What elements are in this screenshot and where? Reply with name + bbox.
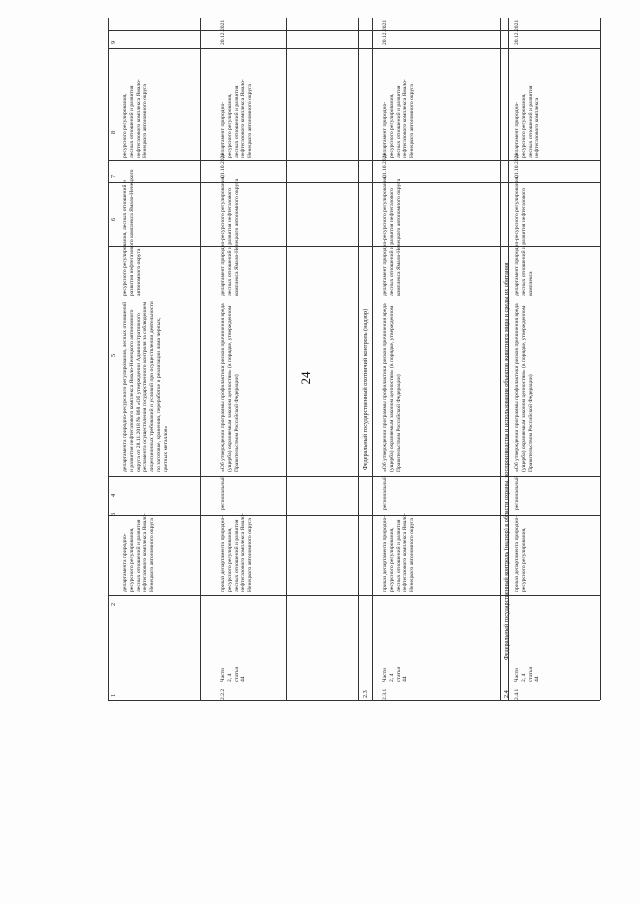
row-2-level: региональный — [220, 476, 226, 510]
row-4-level: региональный — [514, 476, 520, 510]
section-number: 2.4 — [503, 690, 510, 698]
row-rule-5 — [500, 18, 501, 700]
row-3-date: 01.10.2021 — [382, 152, 388, 178]
row-rule-3 — [358, 18, 359, 700]
row-2-executor: департамент природно-ресурсного регулирования, лесных отношений и развития нефтегазового комплекса Ямало-Ненецкого автономного округа — [220, 175, 240, 296]
row-2-doc: приказ департамента природно- ресурсного регулирования, лесных отношений и развития нефтегазового комплекса Ямало- Ненецкого автономного округа — [220, 513, 254, 592]
column-rule-7 — [108, 595, 600, 596]
row-rule-4 — [372, 18, 373, 700]
row-rule-0 — [108, 18, 109, 700]
row-2-article: Части 2, 4 статьи 44 — [220, 666, 247, 682]
row-1-executor: ресурсного регулирования, лесных отношений и развития нефтегазового комплекса Ямало-Ненецкого автономного округа — [122, 169, 142, 296]
column-header-5: 5 — [110, 353, 117, 357]
row-4-article: Части 2, 4 статьи 44 — [514, 666, 541, 682]
row-2-num: 2.2.2 — [220, 688, 226, 700]
column-header-6: 6 — [110, 217, 117, 221]
row-2-responsible: департамент природно-ресурсного регулирования, лесных отношений и развития нефтегазового комплекса Ямало-Ненецкого автономного округа — [220, 79, 254, 158]
column-rule-8 — [108, 700, 600, 701]
column-header-9: 9 — [110, 40, 117, 44]
row-4-title: «Об утверждении программы профилактики рисков причинения вреда (ущерба) охраняемым законом ценностям» (в порядке, утвержденном Правительством Российской Федерации) — [514, 303, 534, 472]
row-4-responsible: департамент природно-ресурсного регулирования, лесных отношений и развития нефтегазового комплекса — [514, 85, 541, 158]
row-rule-7 — [600, 18, 601, 700]
row-3-date2: 20.12.2021 — [382, 19, 388, 45]
section-title: Федеральный государственный охотничий контроль (надзор) — [362, 308, 369, 470]
column-header-1: 1 — [110, 693, 117, 697]
section-number: 2.3 — [362, 690, 369, 698]
row-2-date: 01.10.2021 — [220, 152, 226, 178]
column-header-8: 8 — [110, 130, 117, 134]
row-rule-1 — [200, 18, 201, 700]
column-rule-2 — [108, 160, 600, 161]
column-rule-5 — [108, 476, 600, 477]
column-rule-1 — [108, 48, 600, 49]
row-2-title: «Об утверждении программы профилактики рисков причинения вреда (ущерба) охраняемым законом ценностям» (в порядке, утвержденном Правительством Российской Федерации) — [220, 303, 240, 472]
row-4-executor: департамент природно-ресурсного регулирования, лесных отношений и развития нефтегазового комплекса — [514, 175, 534, 296]
column-rule-0 — [108, 30, 600, 31]
row-4-doc: приказ департамента природно- ресурсного регулирования, — [514, 515, 527, 592]
row-1-responsible: ресурсного регулирования, лесных отношений и развития нефтегазового комплекса Ямало-Ненецкого автономного округа — [122, 79, 149, 158]
row-3-doc: приказ департамента природно- ресурсного регулирования, лесных отношений и развития нефтегазового комплекса Ямало- Ненецкого автономного округа — [382, 513, 416, 592]
row-3-responsible: департамент природно-ресурсного регулирования, лесных отношений и развития нефтегазового комплекса Ямало-Ненецкого автономного округа — [382, 79, 416, 158]
row-3-article: Части 2, 4 статьи 44 — [382, 666, 409, 682]
column-header-3: 3 — [110, 512, 117, 516]
column-header-2: 2 — [110, 602, 117, 606]
section-title: Федеральный государственный контроль (надзор) в области охраны, воспроизводства и использования объектов животного мира и среды их обитания — [503, 262, 510, 660]
row-rule-2 — [286, 18, 287, 700]
row-2-date2: 20.12.2021 — [220, 19, 226, 45]
column-header-4: 4 — [110, 493, 117, 497]
row-4-date2: 20.12.2021 — [514, 19, 520, 45]
row-3-title: «Об утверждении программы профилактики рисков причинения вреда (ущерба) охраняемым законом ценностям» (в порядке, утвержденном Правительством Российской Федерации) — [382, 303, 402, 472]
row-3-executor: департамент природно-ресурсного регулирования, лесных отношений и развития нефтегазового комплекса Ямало-Ненецкого автономного округа — [382, 175, 402, 296]
row-3-level: региональный — [382, 476, 388, 510]
row-4-date: 01.10.2021 — [514, 152, 520, 178]
row-1-title: департамента природно-ресурсного регулирования, лесных отношений и развития нефтегазового комплекса Ямало-Ненецкого автономного округа от 28.11.2018 № 868 «Об утверждении Административного регламента осуществления государственного контроля за соблюдением лицензионных требований и условий при осуществлении деятельности по заготовке, хранению, переработке и реализации лома черных, цветных металлов» — [122, 301, 169, 472]
row-4-num: 2.4.1 — [514, 688, 520, 700]
page-number: 24 — [298, 371, 313, 385]
column-header-7: 7 — [110, 174, 117, 178]
row-3-num: 2.3.1 — [382, 688, 388, 700]
row-1-doc: департамента природно- ресурсного регулирования, лесных отношений и развития нефтегазового комплекса Ямало- Ненецкого автономного округа — [122, 513, 156, 592]
